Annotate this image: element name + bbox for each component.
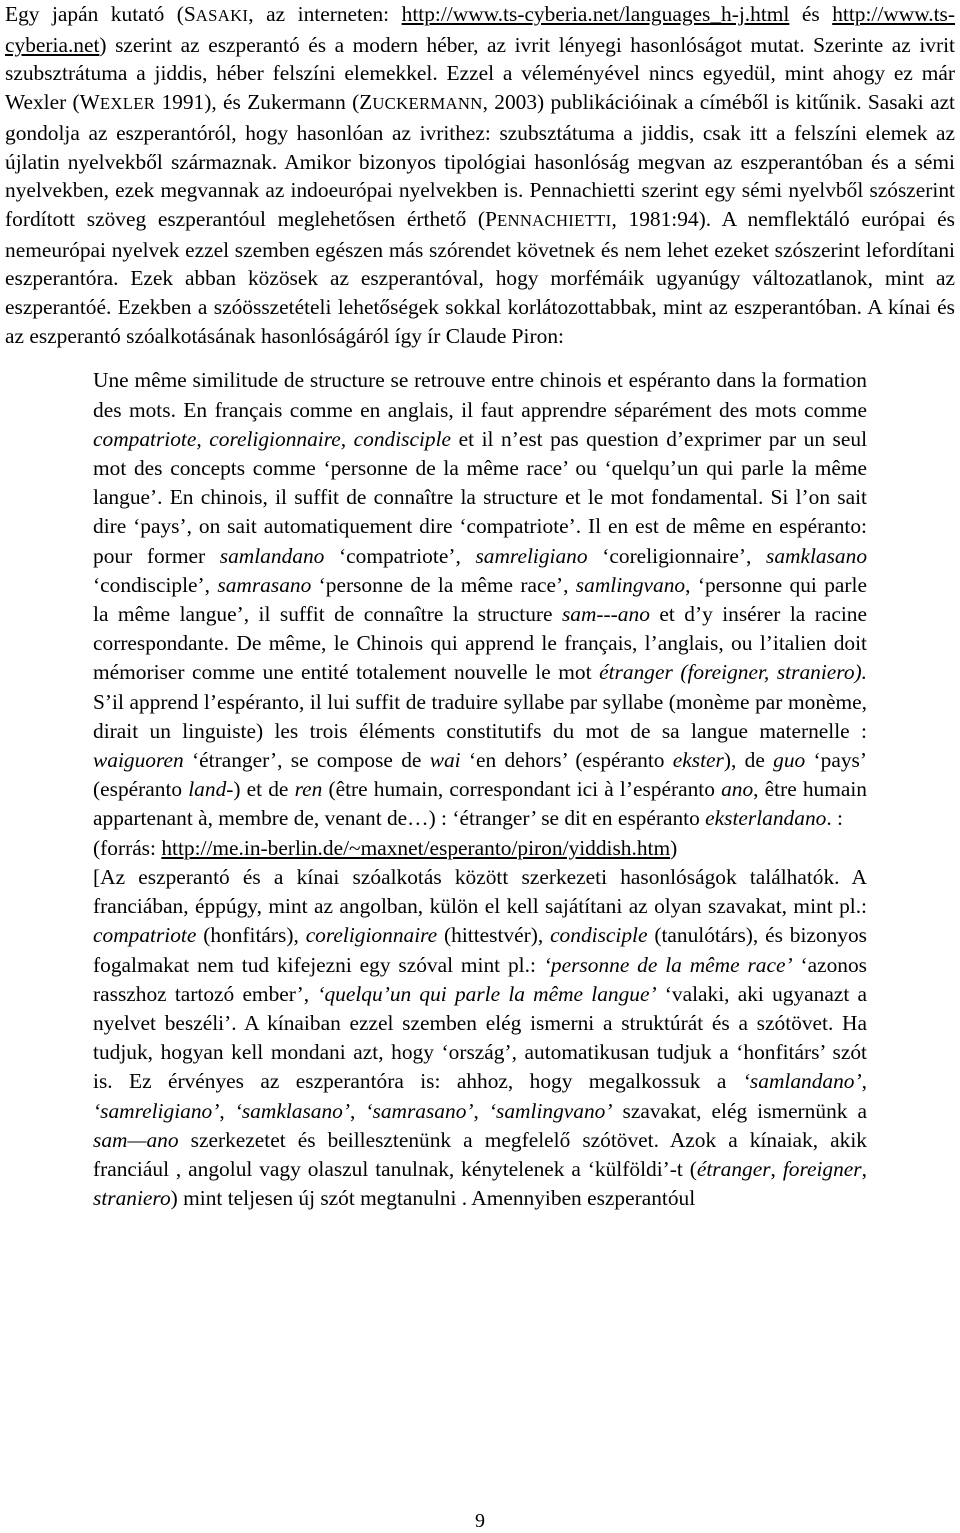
link-piron-yiddish[interactable]: http://me.in-berlin.de/~maxnet/esperanto/piron/yiddish.htm (161, 835, 671, 860)
source-line: (forrás: http://me.in-berlin.de/~maxnet/esperanto/piron/yiddish.htm) (93, 835, 678, 860)
quote-paragraph-hungarian: [Az eszperantó és a kínai szóalkotás között szerkezeti hasonlóságok találhatók. A franciában, éppúgy, mint az angolban, külön el kell sajátítani az olyan szavakat, mint pl.: compatriote (honfitárs), coreligionnaire (hittestvér), condisciple (tanulótárs), és bizonyos fogalmakat nem tud kifejezni egy szóval mint pl.: ‘personne de la même race’ ‘azonos rasszhoz tartozó ember’, ‘quelqu’un qui parle la même langue’ ‘valaki, aki ugyanazt a nyelvet beszéli’. A kínaiban ezzel szemben elég ismerni a struktúrát és a szótövet. Ha tudjuk, hogyan kell mondani azt, hogy ‘ország’, automatikusan tudjuk a ‘honfitárs’ szót is. Ez érvényes az eszperantóra is: ahhoz, hogy megalkossuk a ‘samlandano’, ‘samreligiano’, ‘samklasano’, ‘samrasano’, ‘samlingvano’ szavakat, elég ismernünk a sam—ano szerkezetet és beillesztenünk a megfelelő szótövet. Azok a kínaiak, akik franciául , angolul vagy olaszul tanulnak, kénytelenek a ‘külföldi’-t (étranger, foreigner, straniero) mint teljesen új szót megtanulni . Amennyiben eszperantóul (93, 864, 868, 1211)
quote-paragraph-french: Une même similitude de structure se retrouve entre chinois et espéranto dans la formation des mots. En français comme en anglais, il faut apprendre séparément des mots comme compatriote, coreligionnaire, condisciple et il n’est pas question d’exprimer par un seul mot des concepts comme ‘personne de la même race’ ou ‘quelqu’un qui parle la même langue’. En chinois, il suffit de connaître la structure et le mot fondamental. Si l’on sait dire ‘pays’, on sait automatiquement dire ‘compatriote’. Il en est de même en espéranto: pour former samlandano ‘compatriote’, samreligiano ‘coreligionnaire’, samklasano ‘condisciple’, samrasano ‘personne de la même race’, samlingvano, ‘personne qui parle la même langue’, il suffit de connaître la structure sam---ano et d’y insérer la racine correspondante. De même, le Chinois qui apprend le français, l’anglais, ou l’italien doit mémoriser comme une entité totalement nouvelle le mot étranger (foreigner, straniero). S’il apprend l’espéranto, il lui suffit de traduire syllabe par syllabe (monème par monème, dirait un linguiste) les trois éléments constitutifs du mot de sa langue maternelle : waiguoren ‘étranger’, se compose de wai ‘en dehors’ (espéranto ekster), de guo ‘pays’ (espéranto land-) et de ren (être humain, correspondant ici à l’espéranto ano, être humain appartenant à, membre de, venant de…) : ‘étranger’ se dit en espéranto eksterlandano. : (93, 368, 868, 831)
body-paragraph: Egy japán kutató (SASAKI, az interneten: http://www.ts-cyberia.net/languages_h-j.html és http://www.ts-cyberia.net) szerint az eszperantó és a modern héber, az ivrit lényegi hasonlóságot mutat. Szerinte az ivrit szubsztrátuma a jiddis, héber felszíni elemekkel. Ezzel a véleményével nincs egyedül, mint ahogy ez már Wexler (WEXLER 1991), és Zukermann (ZUCKERMANN, 2003) publikációinak a címéből is kitűnik. Sasaki azt gondolja az eszperantóról, hogy hasonlóan az ivrithez: szubsztátuma a jiddis, csak itt a felszíni elemek az újlatin nyelvekből származnak. Amikor bizonyos tipológiai hasonlóság megvan az eszperantóban és a sémi nyelvekben, ezek megvannak az indoeurópai nyelvekben is. Pennachietti szerint egy sémi nyelvből szószerint fordított szöveg eszperantóul meglehetősen érthető (PENNACHIETTI, 1981:94). A nemflektáló európai és nemeurópai nyelvek ezzel szemben egészen más szórendet követnek és nem lehet ezeket szószerint lefordítani eszperantóra. Ezek abban közösek az eszperantóval, hogy morfémáik ugyanúgy változatlanok, mint az eszperantóé. Ezekben a szóösszetételi lehetőségek sokkal korlátozottabbak, mint az eszperantóban. A kínai és az eszperantó szóalkotásának hasonlóságáról így ír Claude Piron: (5, 2, 956, 348)
page-number: 9 (475, 1510, 485, 1532)
block-quote (93, 366, 867, 1213)
link-ts-cyberia-languages[interactable]: http://www.ts-cyberia.net/languages_h-j.html (401, 2, 790, 26)
link-ts-cyberia[interactable]: http://www.ts-cyberia.net (5, 2, 956, 57)
